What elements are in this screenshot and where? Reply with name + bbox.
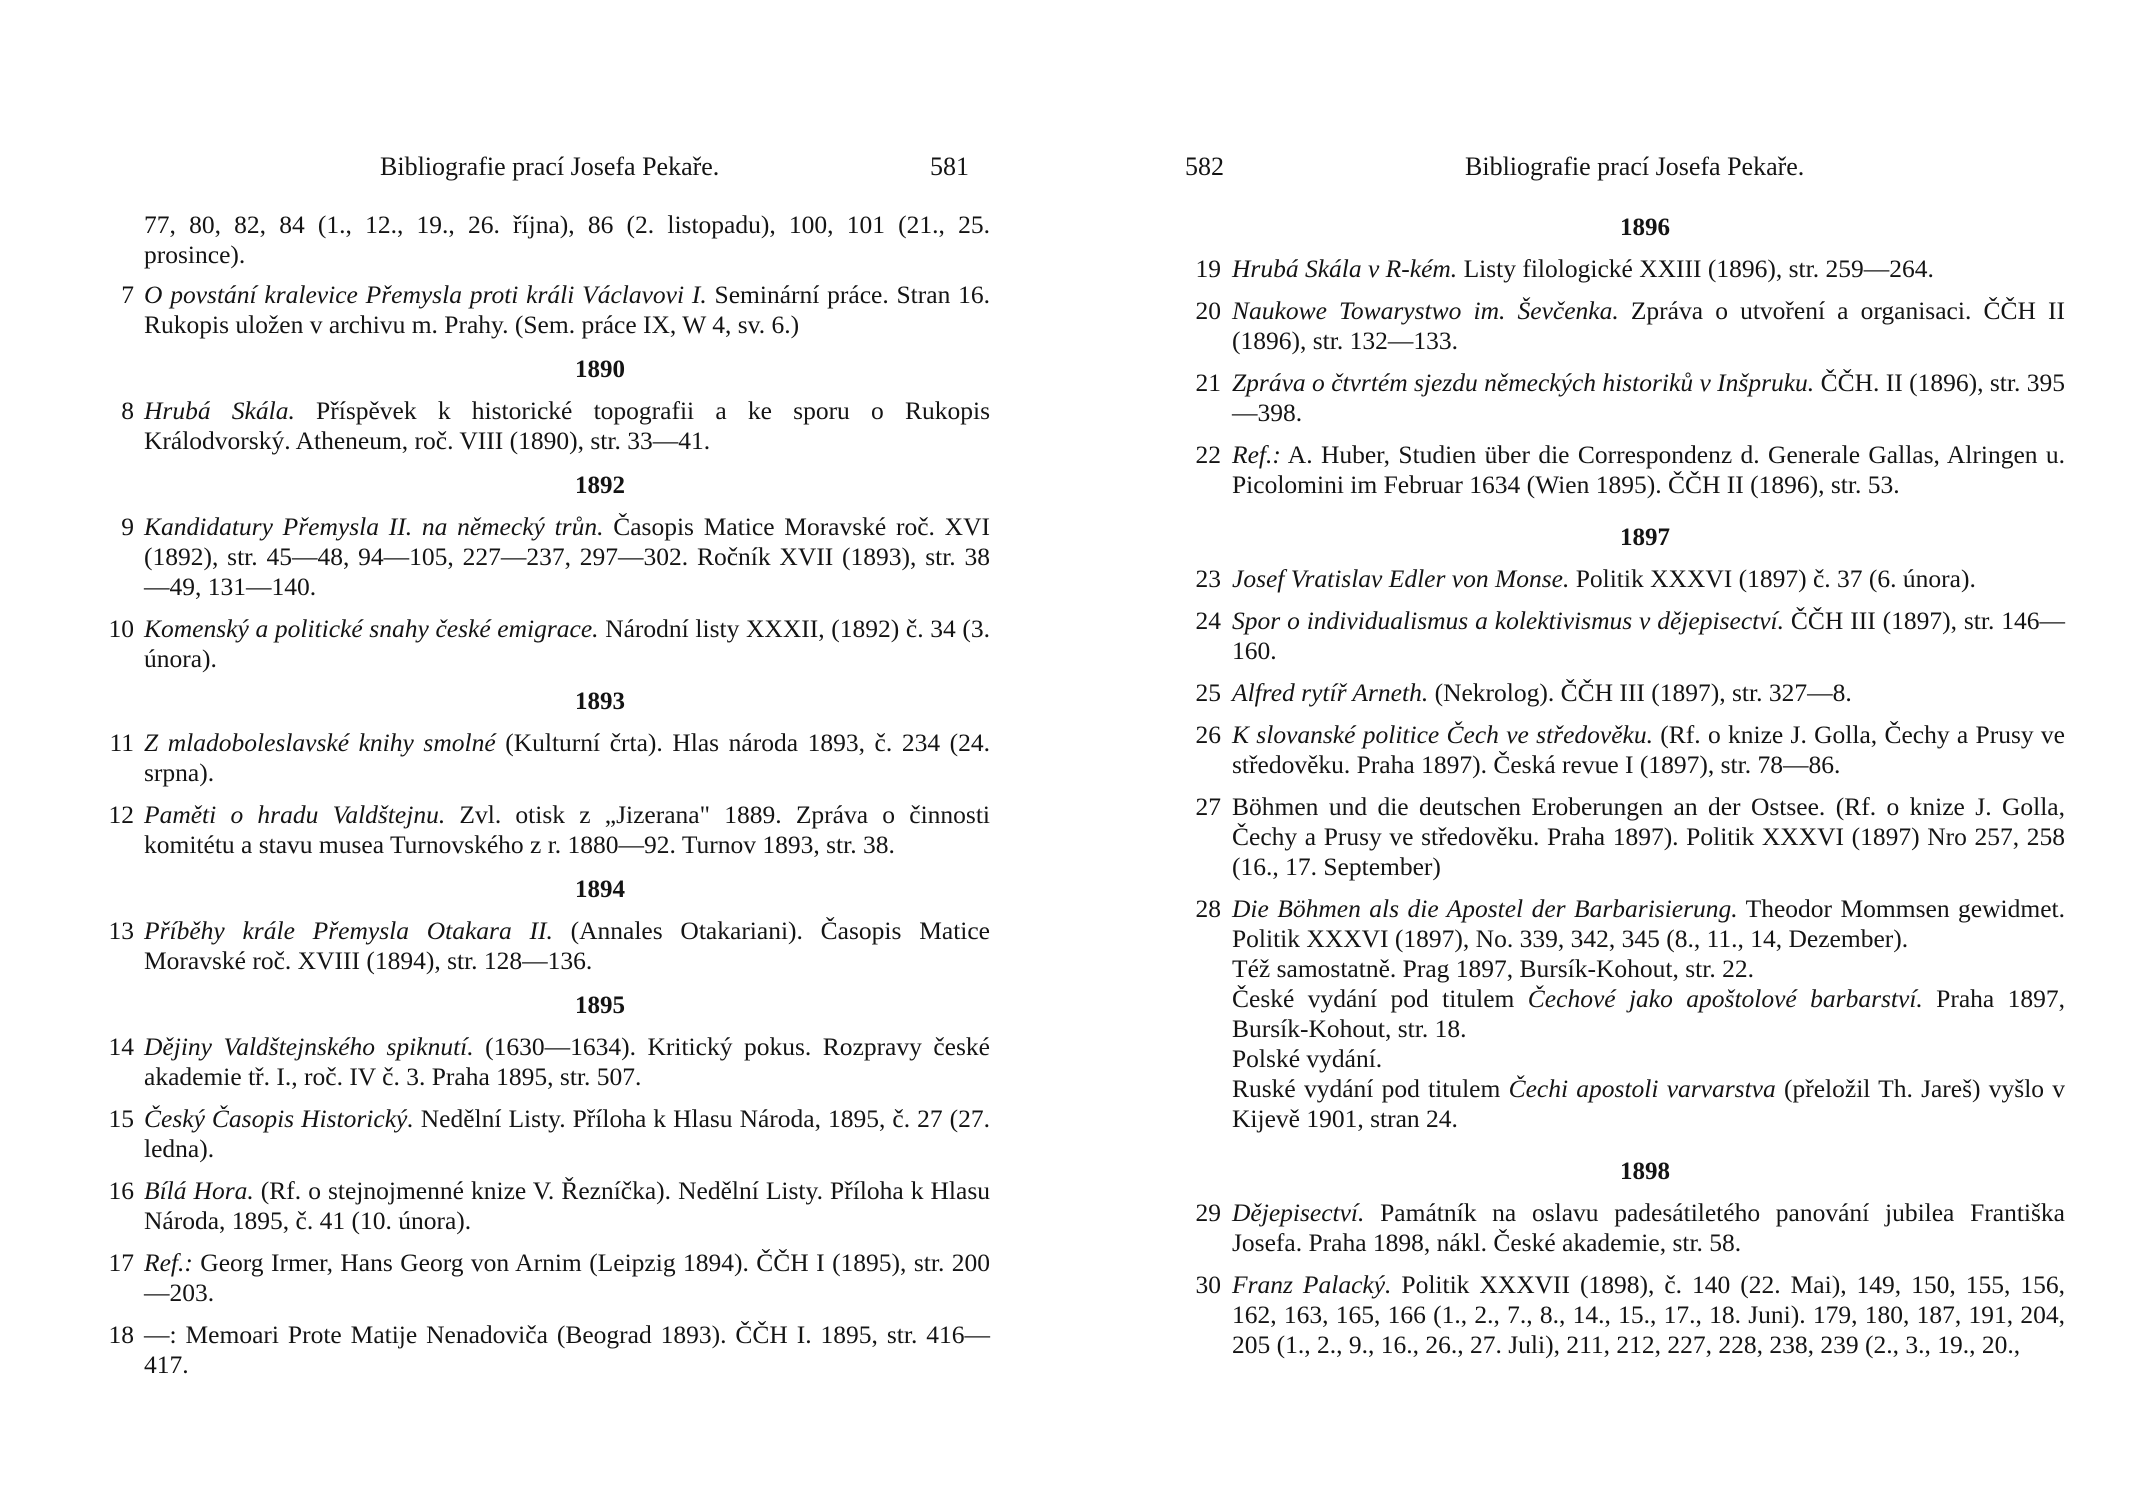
year-heading: 1895 bbox=[575, 992, 625, 1019]
entry-details: (1630—1634). Kritický pokus. Rozpravy české akademie tř. I., roč. IV č. 3. Praha 1895, str. 507. bbox=[144, 1032, 990, 1091]
note-text: Ruské vydání pod titulem bbox=[1232, 1074, 1509, 1103]
entry-title: Bílá Hora. bbox=[144, 1176, 254, 1205]
bibliography-entry bbox=[90, 512, 990, 602]
continuation-line: 77, 80, 82, 84 (1., 12., 19., 26. října), 86 (2. listopadu), 100, 101 (21., 25. prosince). bbox=[144, 210, 990, 269]
entry-number: 17 bbox=[108, 1248, 134, 1277]
continuation-text bbox=[90, 210, 990, 270]
entry-number: 8 bbox=[121, 396, 134, 425]
entry-details: Listy filologické XXIII (1896), str. 259—264. bbox=[1457, 254, 1934, 283]
left-page-header bbox=[90, 152, 990, 192]
bibliography-entry bbox=[1165, 678, 2065, 708]
entry-details: (Annales Otakariani). Časopis Matice Moravské roč. XVIII (1894), str. 128—136. bbox=[144, 916, 990, 975]
year-heading: 1890 bbox=[575, 356, 625, 383]
year-heading: 1896 bbox=[1620, 214, 1670, 241]
running-head: Bibliografie prací Josefa Pekaře. bbox=[1465, 152, 1805, 181]
entry-title: Ref.: bbox=[144, 1248, 193, 1277]
right-page-body bbox=[1165, 212, 2065, 1372]
bibliography-entry bbox=[90, 1176, 990, 1236]
note-text: Polské vydání. bbox=[1232, 1044, 1383, 1073]
entry-details: Böhmen und die deutschen Eroberungen an der Ostsee. (Rf. o knize J. Golla, Čechy a Prusy ve středověku. Praha 1897). Politik XXXVI (1897) Nro 257, 258 (16., 17. September) bbox=[1232, 792, 2065, 881]
entry-number: 20 bbox=[1195, 296, 1221, 325]
bibliography-entry bbox=[90, 614, 990, 674]
bibliography-entry bbox=[1165, 440, 2065, 500]
bibliography-entry bbox=[1165, 1270, 2065, 1360]
entry-number: 23 bbox=[1195, 564, 1221, 593]
year-heading: 1893 bbox=[575, 688, 625, 715]
entry-title: Dějepisectví. bbox=[1232, 1198, 1365, 1227]
left-page bbox=[90, 0, 990, 1500]
entry-title: Paměti o hradu Valdštejnu. bbox=[144, 800, 446, 829]
entry-title: Český Časopis Historický. bbox=[144, 1104, 414, 1133]
note-text: Též samostatně. Prag 1897, Bursík-Kohout, str. 22. bbox=[1232, 954, 1754, 983]
entry-details: Theodor Mommsen gewidmet. Politik XXXVI (1897), No. 339, 342, 345 (8., 11., 14, Dezember). bbox=[1232, 894, 2065, 953]
bibliography-entry bbox=[1165, 1198, 2065, 1258]
bibliography-entry bbox=[1165, 720, 2065, 780]
note-title: Čechi apostoli varvarstva bbox=[1508, 1074, 1776, 1103]
year-heading: 1898 bbox=[1620, 1158, 1670, 1185]
entry-number: 10 bbox=[108, 614, 134, 643]
entry-details: Časopis Matice Moravské roč. XVI (1892), str. 45—48, 94—105, 227—237, 297—302. Ročník XVII (1893), str. 38—49, 131—140. bbox=[144, 512, 990, 601]
note-title: Čechové jako apoštolové barbarství. bbox=[1527, 984, 1923, 1013]
bibliography-entry bbox=[1165, 792, 2065, 882]
entry-number: 11 bbox=[109, 728, 134, 757]
entry-title: Dějiny Valdštejnského spiknutí. bbox=[144, 1032, 474, 1061]
entry-details: (Nekrolog). ČČH III (1897), str. 327—8. bbox=[1428, 678, 1852, 707]
bibliography-entry bbox=[1165, 564, 2065, 594]
entry-number: 30 bbox=[1195, 1270, 1221, 1299]
entry-title: Die Böhmen als die Apostel der Barbarisierung. bbox=[1232, 894, 1738, 923]
entry-title: Hrubá Skála. bbox=[144, 396, 295, 425]
entry-number: 21 bbox=[1195, 368, 1221, 397]
note-text: České vydání pod titulem bbox=[1232, 984, 1528, 1013]
entry-title: Hrubá Skála v R-kém. bbox=[1232, 254, 1458, 283]
entry-details: ČČH III (1897), str. 146—160. bbox=[1232, 606, 2066, 665]
entry-number: 13 bbox=[108, 916, 134, 945]
entry-title: O povstání kralevice Přemysla proti králi Václavovi I. bbox=[144, 280, 707, 309]
entry-number: 29 bbox=[1195, 1198, 1221, 1227]
bibliography-entry bbox=[90, 280, 990, 340]
note-text: (přeložil Th. Jareš) vyšlo v Kijevě 1901, stran 24. bbox=[1232, 1074, 2066, 1133]
right-page bbox=[1165, 0, 2065, 1500]
entry-number: 26 bbox=[1195, 720, 1221, 749]
note-text: Praha 1897, Bursík-Kohout, str. 18. bbox=[1232, 984, 2066, 1043]
entry-details: Seminární práce. Stran 16. Rukopis uložen v archivu m. Prahy. (Sem. práce IX, W 4, sv. 6.) bbox=[144, 280, 990, 339]
entry-note bbox=[1232, 984, 2065, 1044]
entry-number: 24 bbox=[1195, 606, 1221, 635]
bibliography-entry bbox=[1165, 368, 2065, 428]
bibliography-entry bbox=[1165, 296, 2065, 356]
entry-title: Josef Vratislav Edler von Monse. bbox=[1232, 564, 1570, 593]
year-heading: 1892 bbox=[575, 472, 625, 499]
page-number: 581 bbox=[930, 152, 969, 181]
entry-title: Komenský a politické snahy české emigrace. bbox=[144, 614, 599, 643]
entry-number: 19 bbox=[1195, 254, 1221, 283]
entry-number: 9 bbox=[121, 512, 134, 541]
entry-details: Příspěvek k historické topografii a ke sporu o Rukopis Králodvorský. Atheneum, roč. VIII (1890), str. 33—41. bbox=[144, 396, 991, 455]
entry-details: Zpráva o utvoření a organisaci. ČČH II (1896), str. 132—133. bbox=[1232, 296, 2065, 355]
bibliography-entry bbox=[90, 800, 990, 860]
bibliography-entry bbox=[1165, 894, 2065, 1134]
entry-number: 12 bbox=[108, 800, 134, 829]
bibliography-entry bbox=[90, 728, 990, 788]
entry-note bbox=[1232, 1044, 2065, 1074]
entry-title: Ref.: bbox=[1232, 440, 1281, 469]
entry-title: Z mladoboleslavské knihy smolné bbox=[144, 728, 496, 757]
entry-number: 15 bbox=[108, 1104, 134, 1133]
entry-details: (Kulturní črta). Hlas národa 1893, č. 234 (24. srpna). bbox=[144, 728, 990, 787]
left-page-body bbox=[90, 210, 990, 1392]
entry-number: 28 bbox=[1195, 894, 1221, 923]
entry-note bbox=[1232, 1074, 2065, 1134]
bibliography-entry bbox=[90, 1032, 990, 1092]
entry-title: Zpráva o čtvrtém sjezdu německých historiků v Inšpruku. bbox=[1232, 368, 1815, 397]
entry-title: Alfred rytíř Arneth. bbox=[1232, 678, 1429, 707]
entry-details: Politik XXXVI (1897) č. 37 (6. února). bbox=[1569, 564, 1976, 593]
bibliography-entry bbox=[90, 396, 990, 456]
entry-details: ČČH. II (1896), str. 395—398. bbox=[1232, 368, 2065, 427]
bibliography-entry bbox=[90, 916, 990, 976]
entry-number: 22 bbox=[1195, 440, 1221, 469]
running-head: Bibliografie prací Josefa Pekaře. bbox=[380, 152, 720, 181]
entry-number: 25 bbox=[1195, 678, 1221, 707]
bibliography-entry bbox=[1165, 254, 2065, 284]
entry-details: Georg Irmer, Hans Georg von Arnim (Leipzig 1894). ČČH I (1895), str. 200—203. bbox=[144, 1248, 990, 1307]
entry-details: Národní listy XXXII, (1892) č. 34 (3. února). bbox=[144, 614, 990, 673]
entry-number: 7 bbox=[121, 280, 134, 309]
entry-details: Nedělní Listy. Příloha k Hlasu Národa, 1895, č. 27 (27. ledna). bbox=[144, 1104, 990, 1163]
year-heading: 1897 bbox=[1620, 524, 1670, 551]
bibliography-entry bbox=[90, 1320, 990, 1380]
entry-number: 16 bbox=[108, 1176, 134, 1205]
entry-details: Památník na oslavu padesátiletého panování jubilea Františka Josefa. Praha 1898, nákl. České akademie, str. 58. bbox=[1232, 1198, 2065, 1257]
entry-title: Spor o individualismus a kolektivismus v dějepisectví. bbox=[1232, 606, 1785, 635]
entry-title: Příběhy krále Přemysla Otakara II. bbox=[144, 916, 553, 945]
entry-number: 14 bbox=[108, 1032, 134, 1061]
page-number: 582 bbox=[1185, 152, 1224, 181]
entry-details: —: Memoari Prote Matije Nenadoviča (Beograd 1893). ČČH I. 1895, str. 416—417. bbox=[144, 1320, 990, 1379]
entry-title: K slovanské politice Čech ve středověku. bbox=[1232, 720, 1653, 749]
entry-number: 27 bbox=[1195, 792, 1221, 821]
entry-note bbox=[1232, 954, 2065, 984]
year-heading: 1894 bbox=[575, 876, 625, 903]
right-page-header bbox=[1165, 152, 2065, 192]
entry-details: (Rf. o stejnojmenné knize V. Řezníčka). Nedělní Listy. Příloha k Hlasu Národa, 1895, č. 41 (10. února). bbox=[144, 1176, 990, 1235]
bibliography-entry bbox=[90, 1104, 990, 1164]
entry-title: Naukowe Towarystwo im. Ševčenka. bbox=[1232, 296, 1619, 325]
entry-details: Politik XXXVII (1898), č. 140 (22. Mai), 149, 150, 155, 156, 162, 163, 165, 166 (1., 2., 7., 8., 14., 15., 17., 18. Juni). 179, 180, 187, 191, 204, 205 (1., 2., 9., 16., 26., 27. Juli), 211, 212, 227, 228, 238, 239 (2., 3., 19., 20., bbox=[1232, 1270, 2065, 1359]
entry-details: Zvl. otisk z „Jizerana" 1889. Zpráva o činnosti komitétu a stavu musea Turnovského z r. 1880—92. Turnov 1893, str. 38. bbox=[144, 800, 990, 859]
entry-title: Franz Palacký. bbox=[1232, 1270, 1392, 1299]
entry-details: A. Huber, Studien über die Correspondenz d. Generale Gallas, Alringen u. Picolomini im Februar 1634 (Wien 1895). ČČH II (1896), str. 53. bbox=[1232, 440, 2065, 499]
entry-title: Kandidatury Přemysla II. na německý trůn. bbox=[144, 512, 604, 541]
entry-details: (Rf. o knize J. Golla, Čechy a Prusy ve středověku. Praha 1897). Česká revue I (1897), str. 78—86. bbox=[1232, 720, 2066, 779]
entry-number: 18 bbox=[108, 1320, 134, 1349]
bibliography-entry bbox=[1165, 606, 2065, 666]
bibliography-entry bbox=[90, 1248, 990, 1308]
